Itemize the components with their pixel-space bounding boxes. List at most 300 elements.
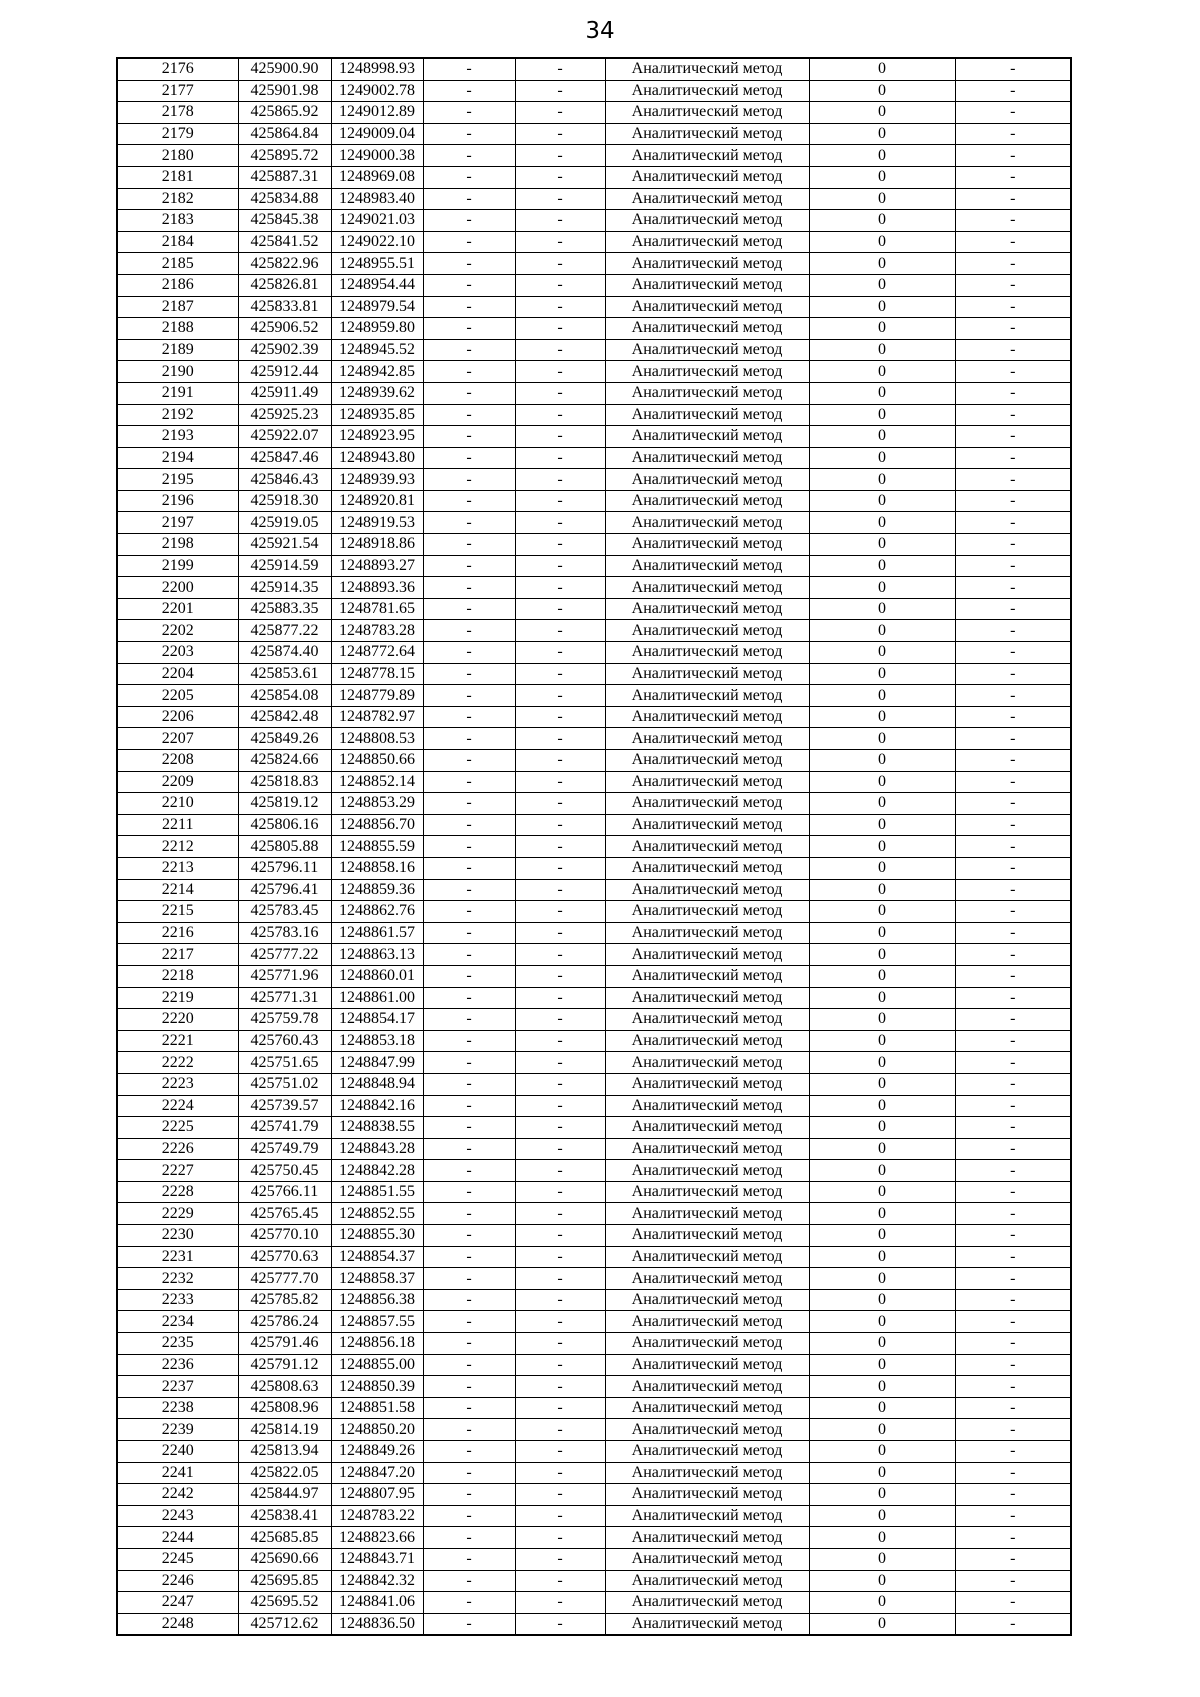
x-coordinate-cell: 425695.52 xyxy=(238,1592,331,1614)
y-coordinate-cell: 1248851.55 xyxy=(331,1181,423,1203)
method-cell: Аналитический метод xyxy=(605,728,809,750)
dash-cell: - xyxy=(515,663,605,685)
dash-cell: - xyxy=(955,296,1071,318)
method-cell: Аналитический метод xyxy=(605,1613,809,1635)
x-coordinate-cell: 425883.35 xyxy=(238,598,331,620)
y-coordinate-cell: 1248943.80 xyxy=(331,447,423,469)
method-cell: Аналитический метод xyxy=(605,1505,809,1527)
point-number-cell: 2248 xyxy=(117,1613,238,1635)
point-number-cell: 2193 xyxy=(117,426,238,448)
point-number-cell: 2230 xyxy=(117,1225,238,1247)
method-cell: Аналитический метод xyxy=(605,80,809,102)
y-coordinate-cell: 1248842.28 xyxy=(331,1160,423,1182)
dash-cell: - xyxy=(955,1527,1071,1549)
y-coordinate-cell: 1248854.37 xyxy=(331,1246,423,1268)
dash-cell: - xyxy=(423,188,515,210)
x-coordinate-cell: 425902.39 xyxy=(238,339,331,361)
method-cell: Аналитический метод xyxy=(605,706,809,728)
dash-cell: - xyxy=(955,166,1071,188)
accuracy-cell: 0 xyxy=(809,836,955,858)
point-number-cell: 2232 xyxy=(117,1268,238,1290)
point-number-cell: 2182 xyxy=(117,188,238,210)
dash-cell: - xyxy=(423,1484,515,1506)
dash-cell: - xyxy=(955,1376,1071,1398)
table-row xyxy=(117,1333,1071,1355)
y-coordinate-cell: 1249009.04 xyxy=(331,123,423,145)
dash-cell: - xyxy=(955,879,1071,901)
accuracy-cell: 0 xyxy=(809,469,955,491)
dash-cell: - xyxy=(423,58,515,80)
method-cell: Аналитический метод xyxy=(605,857,809,879)
dash-cell: - xyxy=(955,1289,1071,1311)
dash-cell: - xyxy=(955,965,1071,987)
x-coordinate-cell: 425822.96 xyxy=(238,253,331,275)
dash-cell: - xyxy=(423,339,515,361)
dash-cell: - xyxy=(515,210,605,232)
point-number-cell: 2191 xyxy=(117,382,238,404)
point-number-cell: 2242 xyxy=(117,1484,238,1506)
y-coordinate-cell: 1248852.55 xyxy=(331,1203,423,1225)
table-row xyxy=(117,1160,1071,1182)
x-coordinate-cell: 425783.16 xyxy=(238,922,331,944)
point-number-cell: 2189 xyxy=(117,339,238,361)
table-row xyxy=(117,1095,1071,1117)
y-coordinate-cell: 1248939.62 xyxy=(331,382,423,404)
x-coordinate-cell: 425824.66 xyxy=(238,750,331,772)
method-cell: Аналитический метод xyxy=(605,1246,809,1268)
table-row xyxy=(117,1009,1071,1031)
dash-cell: - xyxy=(423,1592,515,1614)
point-number-cell: 2224 xyxy=(117,1095,238,1117)
dash-cell: - xyxy=(955,750,1071,772)
method-cell: Аналитический метод xyxy=(605,1203,809,1225)
method-cell: Аналитический метод xyxy=(605,210,809,232)
method-cell: Аналитический метод xyxy=(605,771,809,793)
point-number-cell: 2176 xyxy=(117,58,238,80)
accuracy-cell: 0 xyxy=(809,793,955,815)
point-number-cell: 2223 xyxy=(117,1073,238,1095)
dash-cell: - xyxy=(515,534,605,556)
dash-cell: - xyxy=(515,620,605,642)
dash-cell: - xyxy=(515,231,605,253)
y-coordinate-cell: 1248858.37 xyxy=(331,1268,423,1290)
dash-cell: - xyxy=(955,1570,1071,1592)
point-number-cell: 2235 xyxy=(117,1333,238,1355)
dash-cell: - xyxy=(955,857,1071,879)
point-number-cell: 2179 xyxy=(117,123,238,145)
x-coordinate-cell: 425818.83 xyxy=(238,771,331,793)
point-number-cell: 2245 xyxy=(117,1548,238,1570)
dash-cell: - xyxy=(515,750,605,772)
y-coordinate-cell: 1249012.89 xyxy=(331,102,423,124)
dash-cell: - xyxy=(955,1181,1071,1203)
y-coordinate-cell: 1248841.06 xyxy=(331,1592,423,1614)
point-number-cell: 2237 xyxy=(117,1376,238,1398)
accuracy-cell: 0 xyxy=(809,598,955,620)
x-coordinate-cell: 425921.54 xyxy=(238,534,331,556)
accuracy-cell: 0 xyxy=(809,771,955,793)
accuracy-cell: 0 xyxy=(809,555,955,577)
point-number-cell: 2200 xyxy=(117,577,238,599)
dash-cell: - xyxy=(955,1138,1071,1160)
y-coordinate-cell: 1248779.89 xyxy=(331,685,423,707)
y-coordinate-cell: 1248893.36 xyxy=(331,577,423,599)
dash-cell: - xyxy=(515,1289,605,1311)
table-row xyxy=(117,642,1071,664)
y-coordinate-cell: 1248783.28 xyxy=(331,620,423,642)
dash-cell: - xyxy=(955,102,1071,124)
method-cell: Аналитический метод xyxy=(605,404,809,426)
accuracy-cell: 0 xyxy=(809,188,955,210)
table-row xyxy=(117,80,1071,102)
x-coordinate-cell: 425783.45 xyxy=(238,901,331,923)
x-coordinate-cell: 425770.10 xyxy=(238,1225,331,1247)
table-row xyxy=(117,426,1071,448)
table-row xyxy=(117,555,1071,577)
method-cell: Аналитический метод xyxy=(605,426,809,448)
method-cell: Аналитический метод xyxy=(605,1095,809,1117)
method-cell: Аналитический метод xyxy=(605,1354,809,1376)
y-coordinate-cell: 1248856.38 xyxy=(331,1289,423,1311)
accuracy-cell: 0 xyxy=(809,750,955,772)
y-coordinate-cell: 1248942.85 xyxy=(331,361,423,383)
x-coordinate-cell: 425712.62 xyxy=(238,1613,331,1635)
point-number-cell: 2178 xyxy=(117,102,238,124)
dash-cell: - xyxy=(955,426,1071,448)
dash-cell: - xyxy=(515,1570,605,1592)
dash-cell: - xyxy=(423,426,515,448)
dash-cell: - xyxy=(955,793,1071,815)
dash-cell: - xyxy=(423,1203,515,1225)
x-coordinate-cell: 425895.72 xyxy=(238,145,331,167)
point-number-cell: 2225 xyxy=(117,1117,238,1139)
accuracy-cell: 0 xyxy=(809,1268,955,1290)
dash-cell: - xyxy=(423,253,515,275)
x-coordinate-cell: 425900.90 xyxy=(238,58,331,80)
method-cell: Аналитический метод xyxy=(605,1527,809,1549)
dash-cell: - xyxy=(423,123,515,145)
dash-cell: - xyxy=(955,404,1071,426)
dash-cell: - xyxy=(955,1354,1071,1376)
y-coordinate-cell: 1248863.13 xyxy=(331,944,423,966)
y-coordinate-cell: 1248853.18 xyxy=(331,1030,423,1052)
dash-cell: - xyxy=(515,80,605,102)
dash-cell: - xyxy=(515,1268,605,1290)
table-row xyxy=(117,771,1071,793)
accuracy-cell: 0 xyxy=(809,1484,955,1506)
y-coordinate-cell: 1248983.40 xyxy=(331,188,423,210)
x-coordinate-cell: 425785.82 xyxy=(238,1289,331,1311)
method-cell: Аналитический метод xyxy=(605,296,809,318)
accuracy-cell: 0 xyxy=(809,987,955,1009)
dash-cell: - xyxy=(515,166,605,188)
method-cell: Аналитический метод xyxy=(605,166,809,188)
accuracy-cell: 0 xyxy=(809,318,955,340)
y-coordinate-cell: 1248778.15 xyxy=(331,663,423,685)
dash-cell: - xyxy=(515,1073,605,1095)
table-row xyxy=(117,620,1071,642)
dash-cell: - xyxy=(423,274,515,296)
dash-cell: - xyxy=(955,901,1071,923)
point-number-cell: 2228 xyxy=(117,1181,238,1203)
dash-cell: - xyxy=(515,706,605,728)
dash-cell: - xyxy=(515,1505,605,1527)
accuracy-cell: 0 xyxy=(809,1289,955,1311)
dash-cell: - xyxy=(955,577,1071,599)
table-row xyxy=(117,102,1071,124)
accuracy-cell: 0 xyxy=(809,642,955,664)
point-number-cell: 2244 xyxy=(117,1527,238,1549)
accuracy-cell: 0 xyxy=(809,1592,955,1614)
dash-cell: - xyxy=(955,922,1071,944)
accuracy-cell: 0 xyxy=(809,1030,955,1052)
table-row xyxy=(117,318,1071,340)
dash-cell: - xyxy=(423,210,515,232)
dash-cell: - xyxy=(423,404,515,426)
dash-cell: - xyxy=(423,382,515,404)
x-coordinate-cell: 425874.40 xyxy=(238,642,331,664)
dash-cell: - xyxy=(423,555,515,577)
accuracy-cell: 0 xyxy=(809,1441,955,1463)
point-number-cell: 2205 xyxy=(117,685,238,707)
method-cell: Аналитический метод xyxy=(605,512,809,534)
table-row xyxy=(117,1311,1071,1333)
dash-cell: - xyxy=(515,1613,605,1635)
dash-cell: - xyxy=(955,512,1071,534)
dash-cell: - xyxy=(423,987,515,1009)
x-coordinate-cell: 425842.48 xyxy=(238,706,331,728)
dash-cell: - xyxy=(423,1289,515,1311)
accuracy-cell: 0 xyxy=(809,145,955,167)
method-cell: Аналитический метод xyxy=(605,965,809,987)
dash-cell: - xyxy=(515,728,605,750)
accuracy-cell: 0 xyxy=(809,1311,955,1333)
point-number-cell: 2227 xyxy=(117,1160,238,1182)
accuracy-cell: 0 xyxy=(809,728,955,750)
dash-cell: - xyxy=(955,836,1071,858)
method-cell: Аналитический метод xyxy=(605,1333,809,1355)
dash-cell: - xyxy=(515,58,605,80)
table-row xyxy=(117,469,1071,491)
point-number-cell: 2177 xyxy=(117,80,238,102)
dash-cell: - xyxy=(515,771,605,793)
dash-cell: - xyxy=(423,1030,515,1052)
accuracy-cell: 0 xyxy=(809,1570,955,1592)
dash-cell: - xyxy=(423,1225,515,1247)
accuracy-cell: 0 xyxy=(809,426,955,448)
accuracy-cell: 0 xyxy=(809,1419,955,1441)
point-number-cell: 2231 xyxy=(117,1246,238,1268)
point-number-cell: 2247 xyxy=(117,1592,238,1614)
dash-cell: - xyxy=(515,1419,605,1441)
accuracy-cell: 0 xyxy=(809,1052,955,1074)
table-row xyxy=(117,274,1071,296)
x-coordinate-cell: 425685.85 xyxy=(238,1527,331,1549)
x-coordinate-cell: 425853.61 xyxy=(238,663,331,685)
accuracy-cell: 0 xyxy=(809,58,955,80)
method-cell: Аналитический метод xyxy=(605,1160,809,1182)
point-number-cell: 2199 xyxy=(117,555,238,577)
accuracy-cell: 0 xyxy=(809,382,955,404)
dash-cell: - xyxy=(955,274,1071,296)
method-cell: Аналитический метод xyxy=(605,555,809,577)
y-coordinate-cell: 1248850.20 xyxy=(331,1419,423,1441)
dash-cell: - xyxy=(955,1548,1071,1570)
x-coordinate-cell: 425808.63 xyxy=(238,1376,331,1398)
point-number-cell: 2243 xyxy=(117,1505,238,1527)
dash-cell: - xyxy=(423,965,515,987)
x-coordinate-cell: 425914.35 xyxy=(238,577,331,599)
method-cell: Аналитический метод xyxy=(605,58,809,80)
method-cell: Аналитический метод xyxy=(605,318,809,340)
y-coordinate-cell: 1248781.65 xyxy=(331,598,423,620)
x-coordinate-cell: 425777.22 xyxy=(238,944,331,966)
method-cell: Аналитический метод xyxy=(605,469,809,491)
point-number-cell: 2209 xyxy=(117,771,238,793)
dash-cell: - xyxy=(955,663,1071,685)
dash-cell: - xyxy=(515,1225,605,1247)
method-cell: Аналитический метод xyxy=(605,1592,809,1614)
dash-cell: - xyxy=(515,447,605,469)
y-coordinate-cell: 1249000.38 xyxy=(331,145,423,167)
x-coordinate-cell: 425833.81 xyxy=(238,296,331,318)
x-coordinate-cell: 425749.79 xyxy=(238,1138,331,1160)
accuracy-cell: 0 xyxy=(809,857,955,879)
point-number-cell: 2233 xyxy=(117,1289,238,1311)
dash-cell: - xyxy=(423,1117,515,1139)
x-coordinate-cell: 425819.12 xyxy=(238,793,331,815)
method-cell: Аналитический метод xyxy=(605,598,809,620)
method-cell: Аналитический метод xyxy=(605,685,809,707)
dash-cell: - xyxy=(955,1613,1071,1635)
point-number-cell: 2194 xyxy=(117,447,238,469)
y-coordinate-cell: 1248842.16 xyxy=(331,1095,423,1117)
dash-cell: - xyxy=(423,1268,515,1290)
method-cell: Аналитический метод xyxy=(605,1419,809,1441)
y-coordinate-cell: 1248782.97 xyxy=(331,706,423,728)
point-number-cell: 2217 xyxy=(117,944,238,966)
dash-cell: - xyxy=(515,426,605,448)
table-row xyxy=(117,987,1071,1009)
x-coordinate-cell: 425854.08 xyxy=(238,685,331,707)
dash-cell: - xyxy=(423,1009,515,1031)
method-cell: Аналитический метод xyxy=(605,620,809,642)
table-row xyxy=(117,1246,1071,1268)
point-number-cell: 2184 xyxy=(117,231,238,253)
dash-cell: - xyxy=(515,1052,605,1074)
dash-cell: - xyxy=(423,901,515,923)
x-coordinate-cell: 425786.24 xyxy=(238,1311,331,1333)
y-coordinate-cell: 1248918.86 xyxy=(331,534,423,556)
accuracy-cell: 0 xyxy=(809,685,955,707)
table-row xyxy=(117,1354,1071,1376)
dash-cell: - xyxy=(515,1548,605,1570)
accuracy-cell: 0 xyxy=(809,102,955,124)
dash-cell: - xyxy=(423,447,515,469)
point-number-cell: 2211 xyxy=(117,814,238,836)
dash-cell: - xyxy=(515,1311,605,1333)
y-coordinate-cell: 1248836.50 xyxy=(331,1613,423,1635)
accuracy-cell: 0 xyxy=(809,80,955,102)
dash-cell: - xyxy=(423,598,515,620)
x-coordinate-cell: 425690.66 xyxy=(238,1548,331,1570)
dash-cell: - xyxy=(423,1052,515,1074)
method-cell: Аналитический метод xyxy=(605,447,809,469)
dash-cell: - xyxy=(423,1570,515,1592)
table-row xyxy=(117,512,1071,534)
dash-cell: - xyxy=(955,1095,1071,1117)
dash-cell: - xyxy=(515,253,605,275)
dash-cell: - xyxy=(515,512,605,534)
dash-cell: - xyxy=(955,1052,1071,1074)
x-coordinate-cell: 425750.45 xyxy=(238,1160,331,1182)
x-coordinate-cell: 425695.85 xyxy=(238,1570,331,1592)
table-row xyxy=(117,534,1071,556)
accuracy-cell: 0 xyxy=(809,706,955,728)
dash-cell: - xyxy=(515,836,605,858)
y-coordinate-cell: 1248920.81 xyxy=(331,490,423,512)
x-coordinate-cell: 425759.78 xyxy=(238,1009,331,1031)
method-cell: Аналитический метод xyxy=(605,1570,809,1592)
accuracy-cell: 0 xyxy=(809,1527,955,1549)
dash-cell: - xyxy=(515,1160,605,1182)
dash-cell: - xyxy=(955,1505,1071,1527)
dash-cell: - xyxy=(515,793,605,815)
dash-cell: - xyxy=(515,857,605,879)
dash-cell: - xyxy=(515,1095,605,1117)
accuracy-cell: 0 xyxy=(809,490,955,512)
accuracy-cell: 0 xyxy=(809,512,955,534)
accuracy-cell: 0 xyxy=(809,1462,955,1484)
dash-cell: - xyxy=(423,750,515,772)
x-coordinate-cell: 425777.70 xyxy=(238,1268,331,1290)
y-coordinate-cell: 1248856.18 xyxy=(331,1333,423,1355)
y-coordinate-cell: 1248853.29 xyxy=(331,793,423,815)
dash-cell: - xyxy=(423,145,515,167)
y-coordinate-cell: 1248843.71 xyxy=(331,1548,423,1570)
x-coordinate-cell: 425822.05 xyxy=(238,1462,331,1484)
y-coordinate-cell: 1248935.85 xyxy=(331,404,423,426)
x-coordinate-cell: 425771.96 xyxy=(238,965,331,987)
dash-cell: - xyxy=(423,1181,515,1203)
dash-cell: - xyxy=(423,620,515,642)
table-row xyxy=(117,1052,1071,1074)
dash-cell: - xyxy=(423,836,515,858)
y-coordinate-cell: 1248772.64 xyxy=(331,642,423,664)
table-row xyxy=(117,685,1071,707)
x-coordinate-cell: 425796.11 xyxy=(238,857,331,879)
point-number-cell: 2188 xyxy=(117,318,238,340)
point-number-cell: 2214 xyxy=(117,879,238,901)
accuracy-cell: 0 xyxy=(809,965,955,987)
accuracy-cell: 0 xyxy=(809,663,955,685)
y-coordinate-cell: 1248939.93 xyxy=(331,469,423,491)
accuracy-cell: 0 xyxy=(809,814,955,836)
table-row xyxy=(117,1484,1071,1506)
method-cell: Аналитический метод xyxy=(605,1441,809,1463)
accuracy-cell: 0 xyxy=(809,1160,955,1182)
dash-cell: - xyxy=(423,1397,515,1419)
table-row xyxy=(117,361,1071,383)
dash-cell: - xyxy=(423,1095,515,1117)
dash-cell: - xyxy=(423,728,515,750)
dash-cell: - xyxy=(423,577,515,599)
dash-cell: - xyxy=(955,1073,1071,1095)
table-row xyxy=(117,447,1071,469)
point-number-cell: 2187 xyxy=(117,296,238,318)
table-row xyxy=(117,750,1071,772)
point-number-cell: 2222 xyxy=(117,1052,238,1074)
